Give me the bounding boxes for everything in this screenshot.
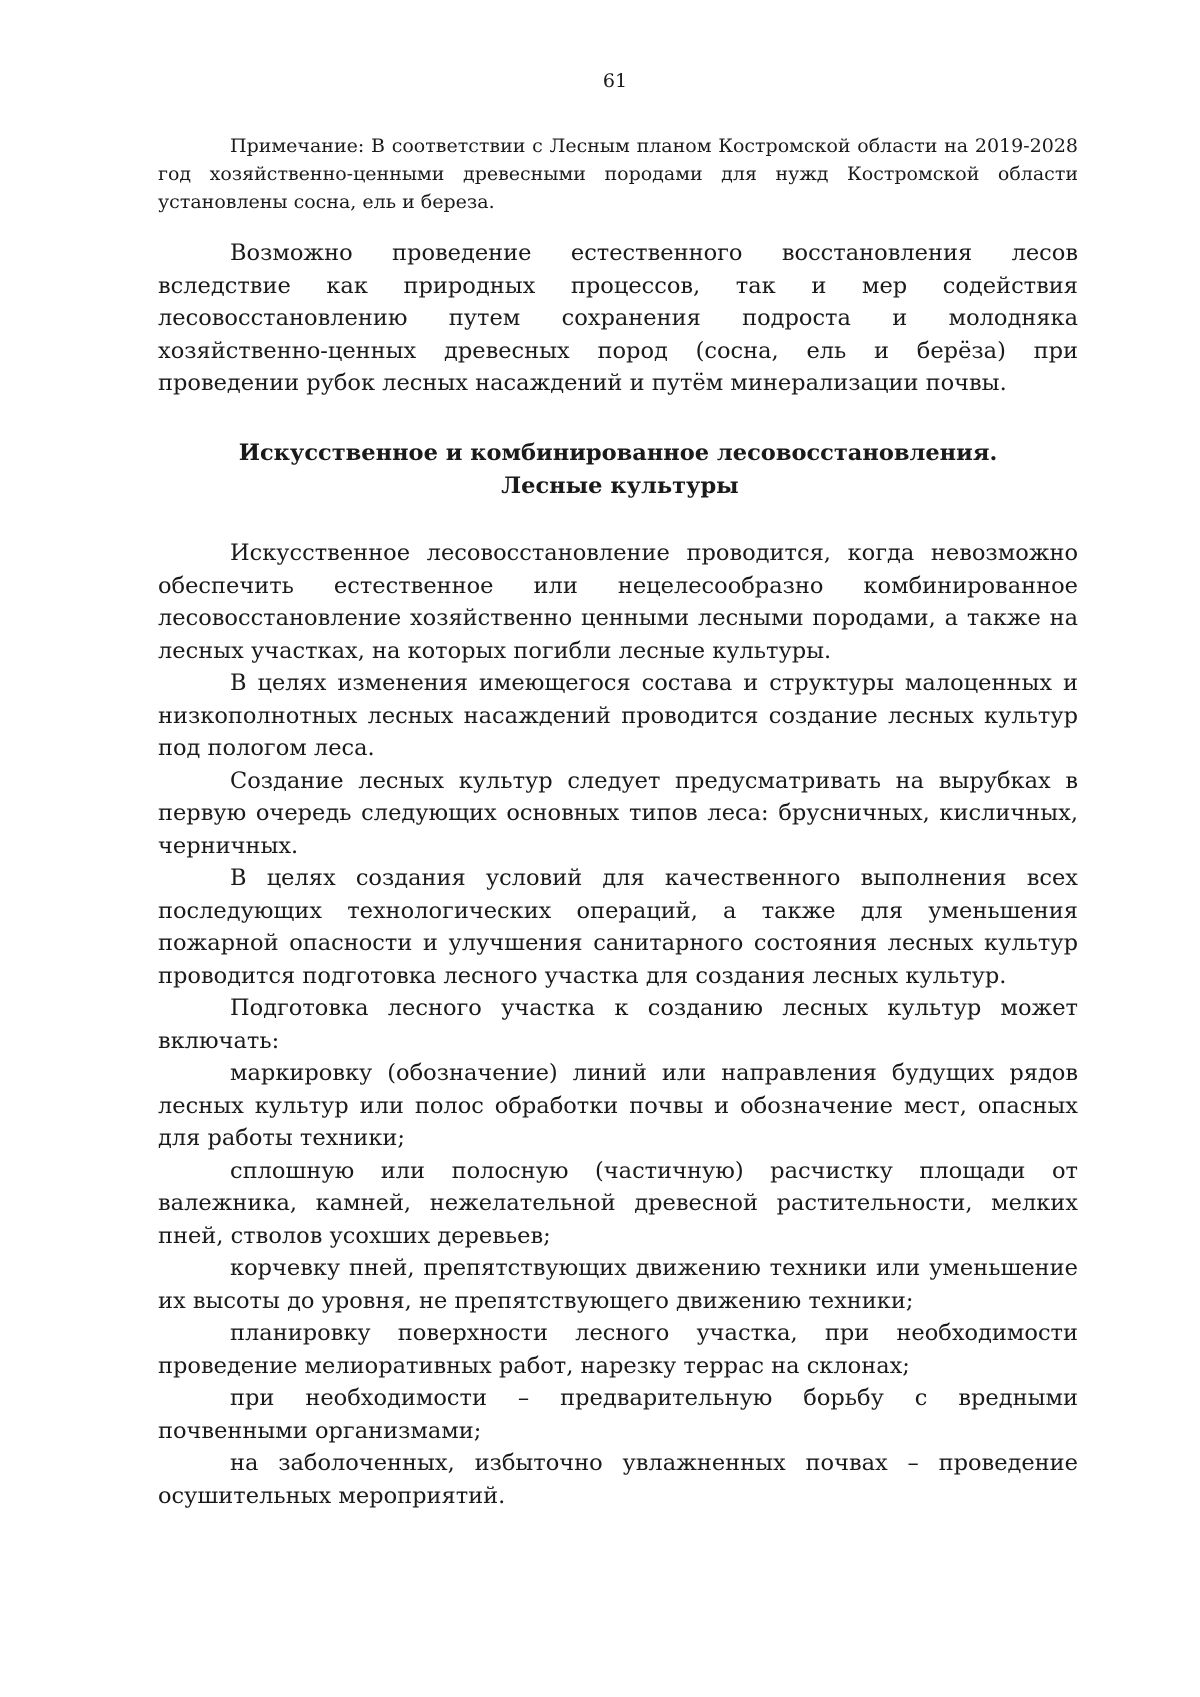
list-item-marking: маркировку (обозначение) линий или направления будущих рядов лесных культур или полос обработки почвы и обозначение мест, опасных для работы техники; bbox=[158, 1060, 1078, 1151]
section-body bbox=[158, 537, 1078, 1512]
list-item-clearing: сплошную или полосную (частичную) расчистку площади от валежника, камней, нежелательной древесной растительности, мелких пней, стволов усохших деревьев; bbox=[158, 1157, 1078, 1249]
paragraph-site-preparation-goals: В целях создания условий для качественного выполнения всех последующих технологических операций, а также для уменьшения пожарной опасности и улучшения санитарного состояния лесных культур проводится подготовка лесного участка для создания лесных культур. bbox=[158, 865, 1078, 989]
intro-block bbox=[158, 237, 1078, 400]
section-heading-line-1: Искусственное и комбинированное лесовосстановления. bbox=[238, 440, 998, 466]
intro-paragraph: Возможно проведение естественного восстановления лесов вследствие как природных процессов, так и мер содействия лесовосстановлению путем сохранения подроста и молодняка хозяйственно-ценных древесных пород (сосна, ель и берёза) при проведении рубок лесных насаждений и путём минерализации почвы. bbox=[158, 240, 1078, 396]
list-item-surface-planning: планировку поверхности лесного участка, при необходимости проведение мелиоративных работ, нарезку террас на склонах; bbox=[158, 1320, 1078, 1379]
paragraph-site-preparation-intro: Подготовка лесного участка к созданию лесных культур может включать: bbox=[158, 995, 1078, 1054]
paragraph-forest-types: Создание лесных культур следует предусматривать на вырубках в первую очередь следующих основных типов леса: брусничных, кисличных, черничных. bbox=[158, 767, 1078, 859]
page-number: 61 bbox=[602, 70, 628, 92]
paragraph-composition-change: В целях изменения имеющегося состава и структуры малоценных и низкополнотных лесных насаждений проводится создание лесных культур под пологом леса. bbox=[158, 670, 1078, 761]
list-item-stump-removal: корчевку пней, препятствующих движению техники или уменьшение их высоты до уровня, не препятствующего движению техники; bbox=[158, 1255, 1078, 1314]
note-paragraph: Примечание: В соответствии с Лесным планом Костромской области на 2019-2028 год хозяйственно-ценными древесными породами для нужд Костромской области установлены сосна, ель и береза. bbox=[158, 135, 1078, 213]
paragraph-artificial-reforestation: Искусственное лесовосстановление проводится, когда невозможно обеспечить естественное или нецелесообразно комбинированное лесовосстановление хозяйственно ценными лесными породами, а также на лесных участках, на которых погибли лесные культуры. bbox=[158, 540, 1078, 664]
section-heading bbox=[158, 437, 1078, 502]
list-item-drainage: на заболоченных, избыточно увлажненных почвах – проведение осушительных мероприятий. bbox=[158, 1450, 1078, 1509]
list-item-pest-control: при необходимости – предварительную борьбу с вредными почвенными организмами; bbox=[158, 1385, 1078, 1444]
section-heading-line-2: Лесные культуры bbox=[501, 472, 739, 499]
